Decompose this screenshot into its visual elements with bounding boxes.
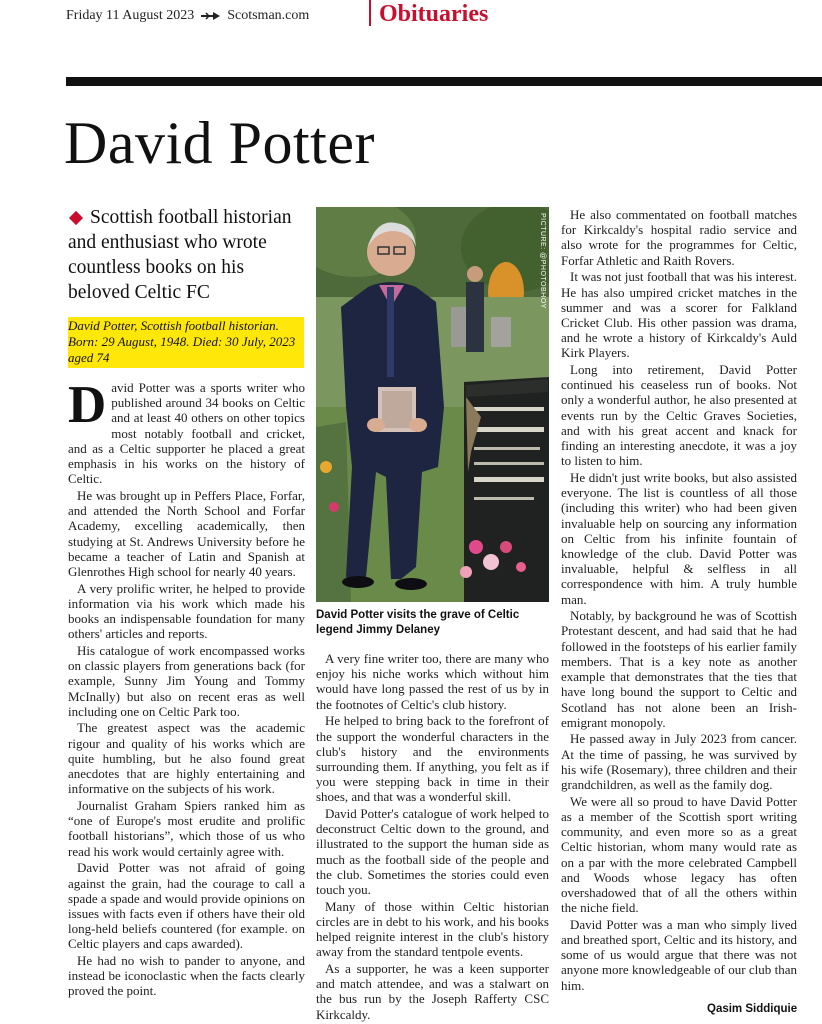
paragraph: Long into retirement, David Potter continued his ceaseless run of books. Not only a wonderful author, he also presented at events run by the Celtic Graves Societies, and with his great accent and knack for finding an interesting anecdote, it was a joy to listen to him. — [561, 362, 797, 469]
section-title[interactable]: Obituaries — [379, 1, 489, 27]
article-column-1 — [68, 376, 305, 1000]
paragraph: A very prolific writer, he helped to provide information via his work which made his books an indispensable foundation for many others' articles and reports. — [68, 580, 305, 642]
paragraph: He had no wish to pander to anyone, and instead be iconoclastic when the facts clearly proved the point. — [68, 953, 305, 999]
drop-cap: D — [68, 376, 107, 434]
life-dates-text: David Potter, Scottish football historian. Born: 29 August, 1948. Died: 30 July, 2023 aged 74 — [68, 318, 296, 365]
paragraph: The greatest aspect was the academic rigour and quality of his works which are quite humbling, but he also found great anecdotes that are highly entertaining and informative on the subjects of his work. — [68, 720, 305, 797]
paragraph: As a supporter, he was a keen supporter and match attendee, and was a stalwart on the bus run by the Joseph Rafferty CSC Kirkcaldy. — [316, 961, 549, 1022]
standfirst-text: Scottish football historian and enthusiast who wrote countless books on his beloved Celtic FC — [68, 207, 292, 303]
paragraph: Notably, by background he was of Scottish Protestant descent, and had said that he had followed in the footsteps of his earlier family members. That is a key note as another example that demonstrates that the ties that have long bound the support to Celtic and Scotland has not alone been an Irish-emigrant monopoly. — [561, 608, 797, 730]
article-column-3 — [561, 207, 797, 994]
masthead-date: Friday 11 August 2023 — [66, 8, 195, 23]
paragraph: It was not just football that was his interest. He has also umpired cricket matches in the summer and was a scorer for Falkland Cricket Club. His other passion was drama, and he wrote a history of Kirkcaldy's Auld Kirk Players. — [561, 269, 797, 361]
top-rule — [66, 77, 822, 86]
section-divider — [369, 0, 371, 26]
masthead — [66, 8, 309, 30]
article-photo — [316, 207, 549, 602]
byline: Qasim Siddiquie — [707, 1003, 798, 1015]
article-column-2 — [316, 651, 549, 1023]
photo-caption: David Potter visits the grave of Celtic legend Jimmy Delaney — [316, 609, 520, 636]
paragraph: He helped to bring back to the forefront of the support the wonderful characters in the club's history and the environments surrounding them. If anything, you felt as if you were stepping back in time in their shoes, and that was a wonderful skill. — [316, 713, 549, 805]
paragraph: David Potter was a man who simply lived and breathed sport, Celtic and its history, and some of us would argue that there was not anyone more knowledgeable of our club than him. — [561, 916, 797, 993]
paragraph: Many of those within Celtic historian circles are in debt to his work, and his books helped reignite interest in the club's history away from the standard tentpole events. — [316, 898, 549, 960]
paragraph: David Potter's catalogue of work helped to deconstruct Celtic down to the ground, and illustrated to the support the human side as much as the football side of the people and the club. Sometimes the stories could even touch you. — [316, 806, 549, 898]
paragraph: A very fine writer too, there are many who enjoy his niche works which without him would have long passed the rest of us by in the footnotes of Celtic's club history. — [316, 651, 549, 712]
paragraph: He passed away in July 2023 from cancer. At the time of passing, he was survived by his wife (Rosemary), three children and their grandchildren, as well as the family dog. — [561, 731, 797, 793]
standfirst — [68, 205, 308, 305]
paragraph: We were all so proud to have David Potter as a member of the Scottish sport writing community, and even more so as a great Celtic historian, whom many would rate as on a par with the more celebrated Campbell and Woods whose legacy has often overshadowed that of all the others within the niche field. — [561, 793, 797, 916]
masthead-site[interactable]: Scotsman.com — [227, 8, 310, 23]
paragraph: He also commentated on football matches for Kirkcaldy's hospital radio service and also wrote for the programmes for Celtic, Forfar Athletic and Raith Rovers. — [561, 207, 797, 268]
diamond-bullet-icon — [69, 210, 83, 224]
paragraph: He didn't just write books, but also assisted everyone. The list is countless of all those (including this writer) who had been given invaluable help on sourcing any information on Celtic from his infinite fountain of knowledge of the club. David Potter was invaluable, helpful & selfless in all correspondence with him. A truly humble man. — [561, 469, 797, 607]
paragraph: David Potter was not afraid of going against the grain, had the courage to call a spade a spade and would provide opinions on issues with facts even if others have their old long-held beliefs countered (for example. on Celtic players and caps awarded). — [68, 860, 305, 952]
paragraph: Journalist Graham Spiers ranked him as “one of Europe's most erudite and prolific football historians”, which those of us who read his work would certainly agree with. — [68, 797, 305, 859]
paragraph: His catalogue of work encompassed works on classic players from generations back (for example, Sunny Jim Young and Tommy McInally) but also on recent eras as well including one on Celtic Park too. — [68, 642, 305, 719]
photo-credit: PICTURE: @PHOTOBHOY — [539, 213, 546, 309]
life-dates-box — [68, 317, 304, 368]
photo-illustration — [316, 207, 549, 602]
headline: David Potter — [64, 110, 375, 176]
paragraph: David Potter was a sports writer who published around 34 books on Celtic and at least 40 others on other topics most notably football and cricket, and as a Celtic supporter he placed a great emphasis in his works on the history of Celtic. — [68, 376, 305, 487]
arrow-icon — [201, 12, 221, 20]
paragraph: He was brought up in Peffers Place, Forfar, and attended the North School and Forfar Academy, excelling academically, then studying at St. Andrews University before he became a teacher of Latin and Spanish at Glenrothes High school for nearly 40 years. — [68, 487, 305, 579]
